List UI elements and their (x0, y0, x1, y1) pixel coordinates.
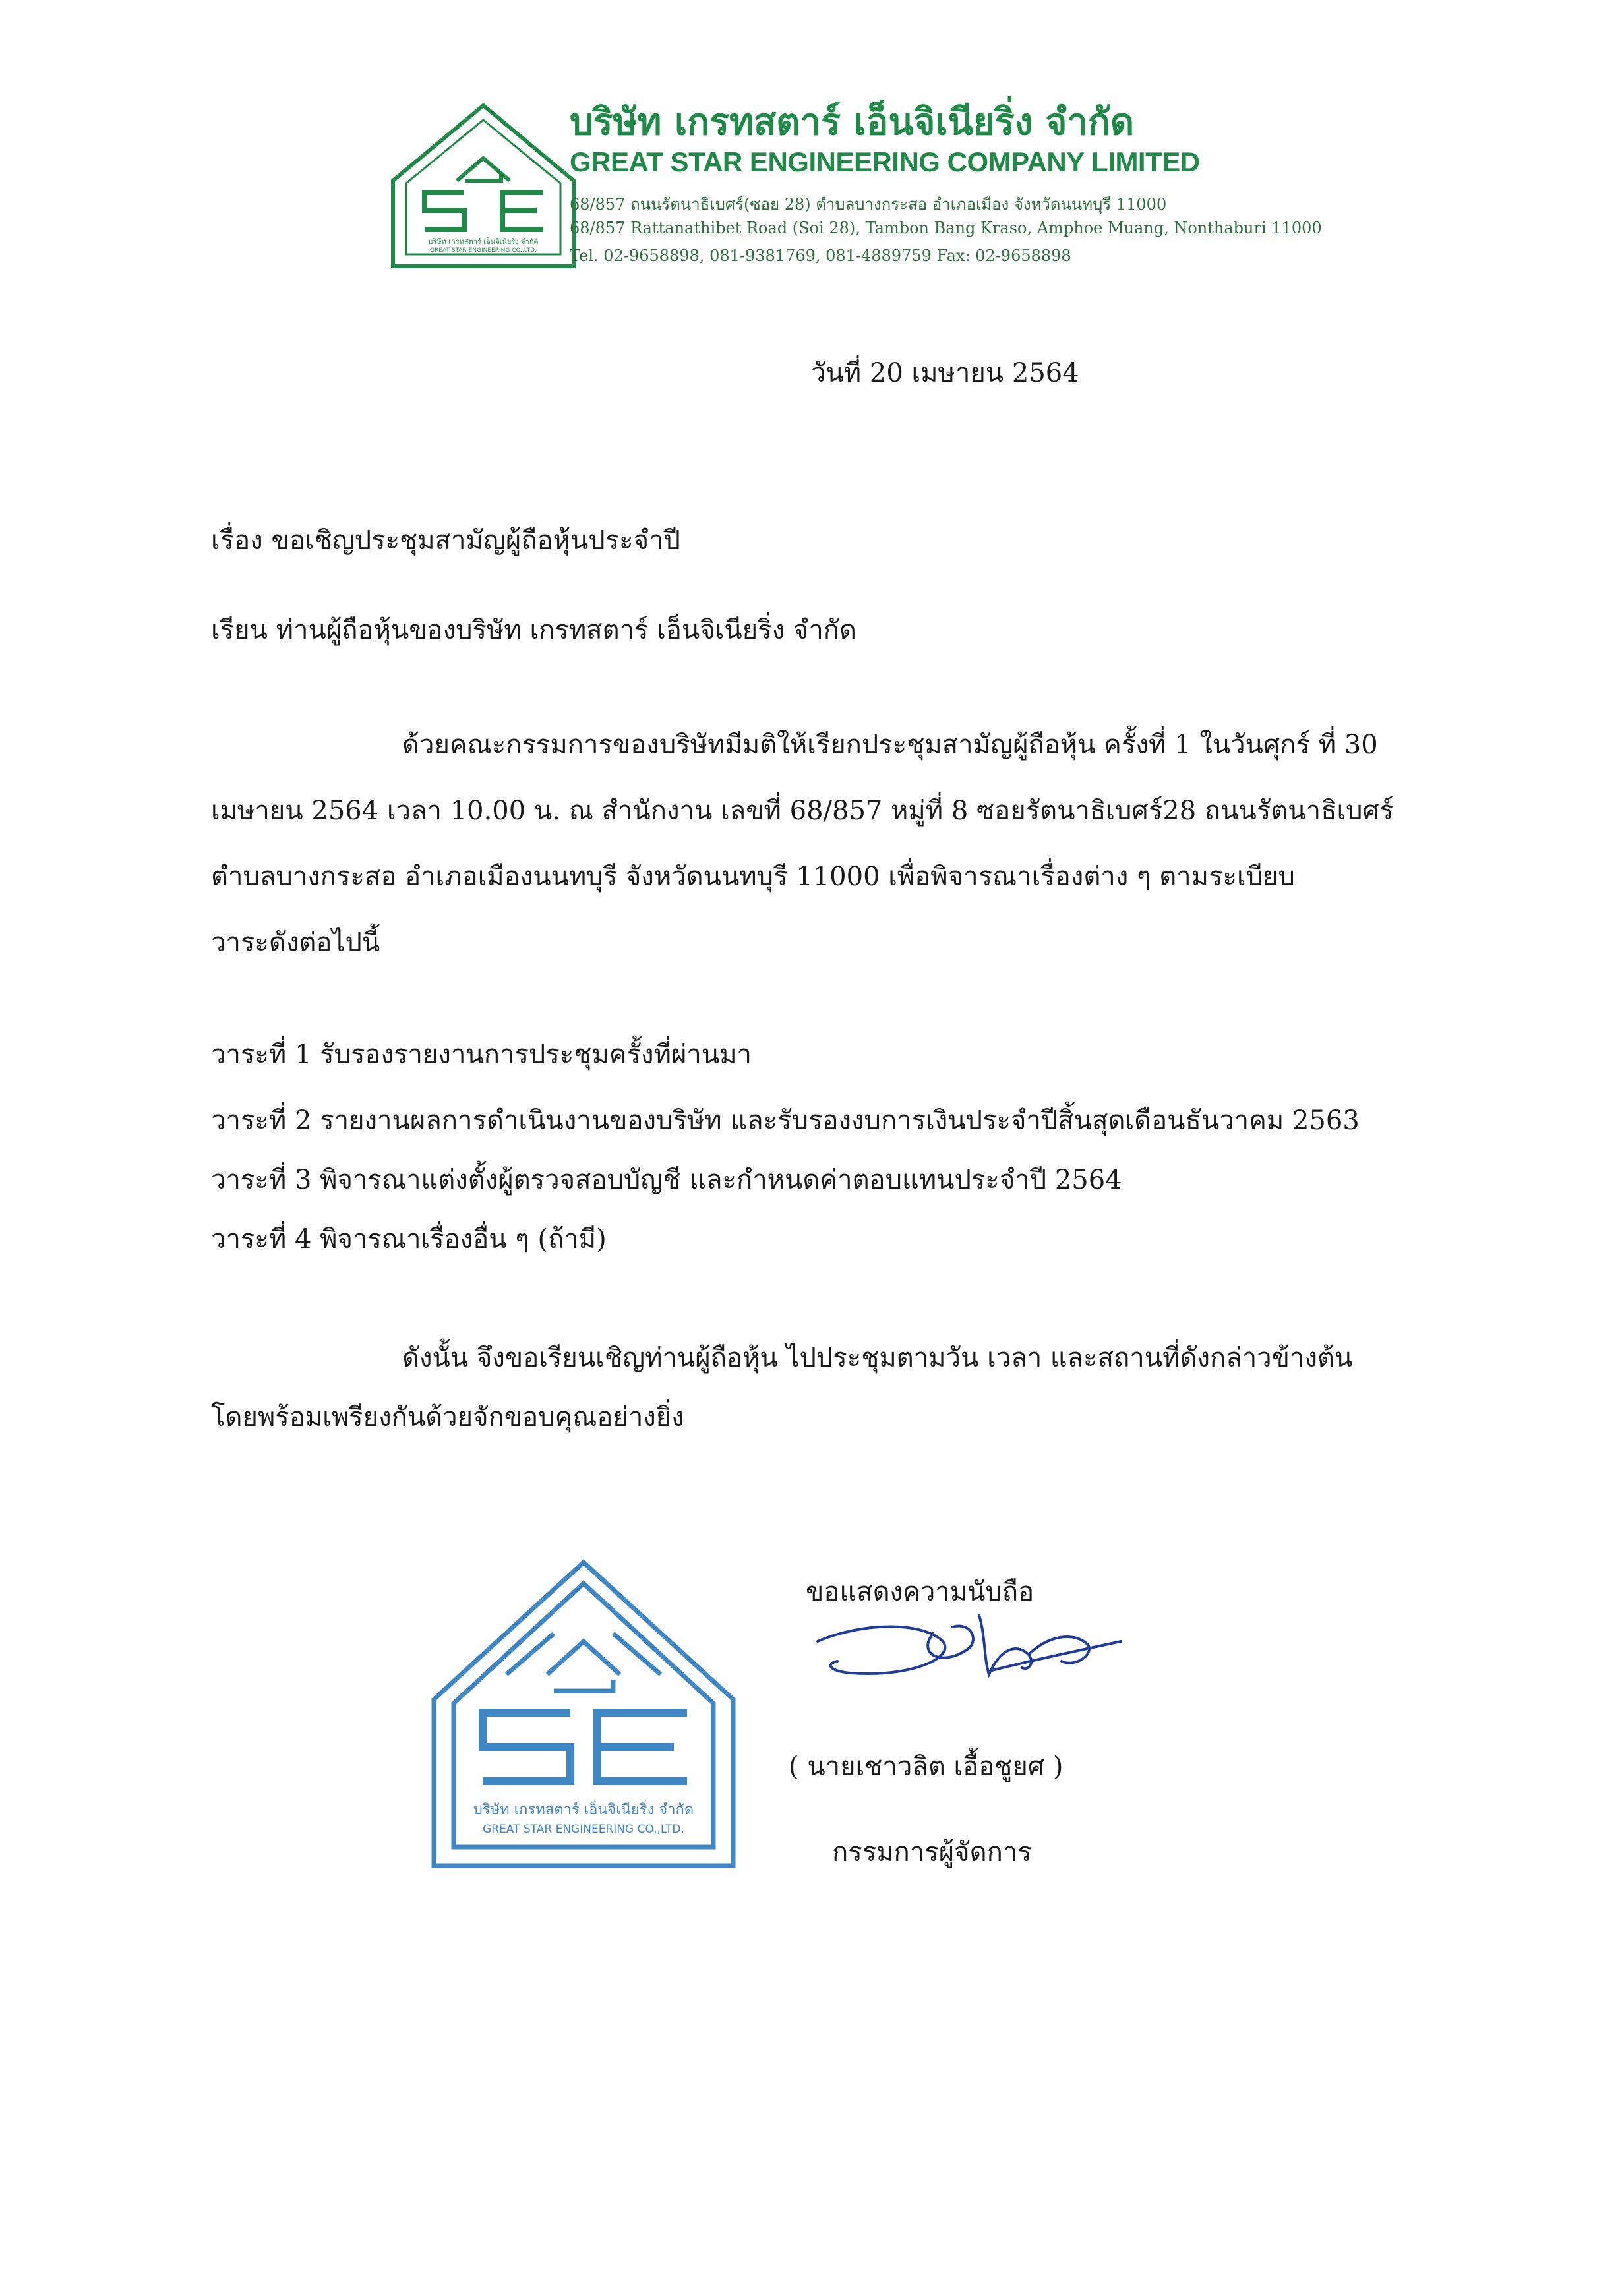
contact-numbers: Tel. 02-9658898, 081-9381769, 081-4889759 Fax: 02-9658898 (570, 247, 1071, 265)
paragraph-1-line: เมษายน 2564 เวลา 10.00 น. ณ สำนักงาน เลขที่ 68/857 หมู่ที่ 8 ซอยรัตนาธิเบศร์28 ถนนรัตนาธิเบศร์ (211, 796, 1394, 826)
paragraph-1-line: ตำบลบางกระสอ อำเภอเมืองนนทบุรี จังหวัดนนทบุรี 11000 เพื่อพิจารณาเรื่องต่าง ๆ ตามระเบียบ (211, 862, 1295, 892)
paragraph-1-line: ด้วยคณะกรรมการของบริษัทมีมติให้เรียกประชุมสามัญผู้ถือหุ้น ครั้งที่ 1 ในวันศุกร์ ที่ 30 (402, 730, 1378, 760)
logo-name-en: GREAT STAR ENGINEERING CO.,LTD. (430, 247, 537, 254)
company-name-en: GREAT STAR ENGINEERING COMPANY LIMITED (570, 146, 1200, 177)
paragraph-2-line: โดยพร้อมเพรียงกันด้วยจักขอบคุณอย่างยิ่ง (211, 1402, 684, 1432)
letter-recipient: เรียน ท่านผู้ถือหุ้นของบริษัท เกรทสตาร์ เอ็นจิเนียริ่ง จำกัด (211, 615, 856, 645)
letter-date: วันที่ 20 เมษายน 2564 (811, 358, 1079, 388)
handwritten-signature (811, 1595, 1127, 1714)
paragraph-2-line: ดังนั้น จึงขอเรียนเชิญท่านผู้ถือหุ้น ไปประชุมตามวัน เวลา และสถานที่ดังกล่าวข้างต้น (402, 1343, 1353, 1373)
paragraph-1-line: วาระดังต่อไปนี้ (211, 927, 380, 958)
address-en: 68/857 Rattanathibet Road (Soi 28), Tambon Bang Kraso, Amphoe Muang, Nonthaburi 11000 (570, 219, 1322, 237)
signer-name: ( นายเชาวลิต เอื้อชูยศ ) (789, 1751, 1064, 1782)
company-stamp (429, 1556, 738, 1872)
address-th: 68/857 ถนนรัตนาธิเบศร์(ซอย 28) ตำบลบางกระสอ อำเภอเมือง จังหวัดนนทบุรี 11000 (570, 195, 1167, 214)
closing-salutation: ขอแสดงความนับถือ (806, 1577, 1035, 1607)
company-name-th: บริษัท เกรทสตาร์ เอ็นจิเนียริ่ง จำกัด (570, 101, 1135, 144)
agenda-item: วาระที่ 2 รายงานผลการดำเนินงานของบริษัท และรับรองงบการเงินประจำปีสิ้นสุดเดือนธันวาคม 2563 (211, 1105, 1360, 1136)
letter-subject: เรื่อง ขอเชิญประชุมสามัญผู้ถือหุ้นประจำปี (211, 525, 680, 556)
agenda-item: วาระที่ 1 รับรองรายงานการประชุมครั้งที่ผ่านมา (211, 1040, 752, 1070)
stamp-name-en: GREAT STAR ENGINEERING CO.,LTD. (483, 1823, 684, 1836)
agenda-item: วาระที่ 3 พิจารณาแต่งตั้งผู้ตรวจสอบบัญชี และกำหนดค่าตอบแทนประจำปี 2564 (211, 1165, 1122, 1195)
agenda-item: วาระที่ 4 พิจารณาเรื่องอื่น ๆ (ถ้ามี) (211, 1224, 607, 1254)
stamp-name-th: บริษัท เกรทสตาร์ เอ็นจิเนียริ่ง จำกัด (473, 1802, 694, 1818)
signer-position: กรรมการผู้จัดการ (832, 1837, 1032, 1868)
company-logo (390, 103, 576, 269)
logo-name-th: บริษัท เกรทสตาร์ เอ็นจิเนียริ่ง จำกัด (428, 237, 539, 246)
